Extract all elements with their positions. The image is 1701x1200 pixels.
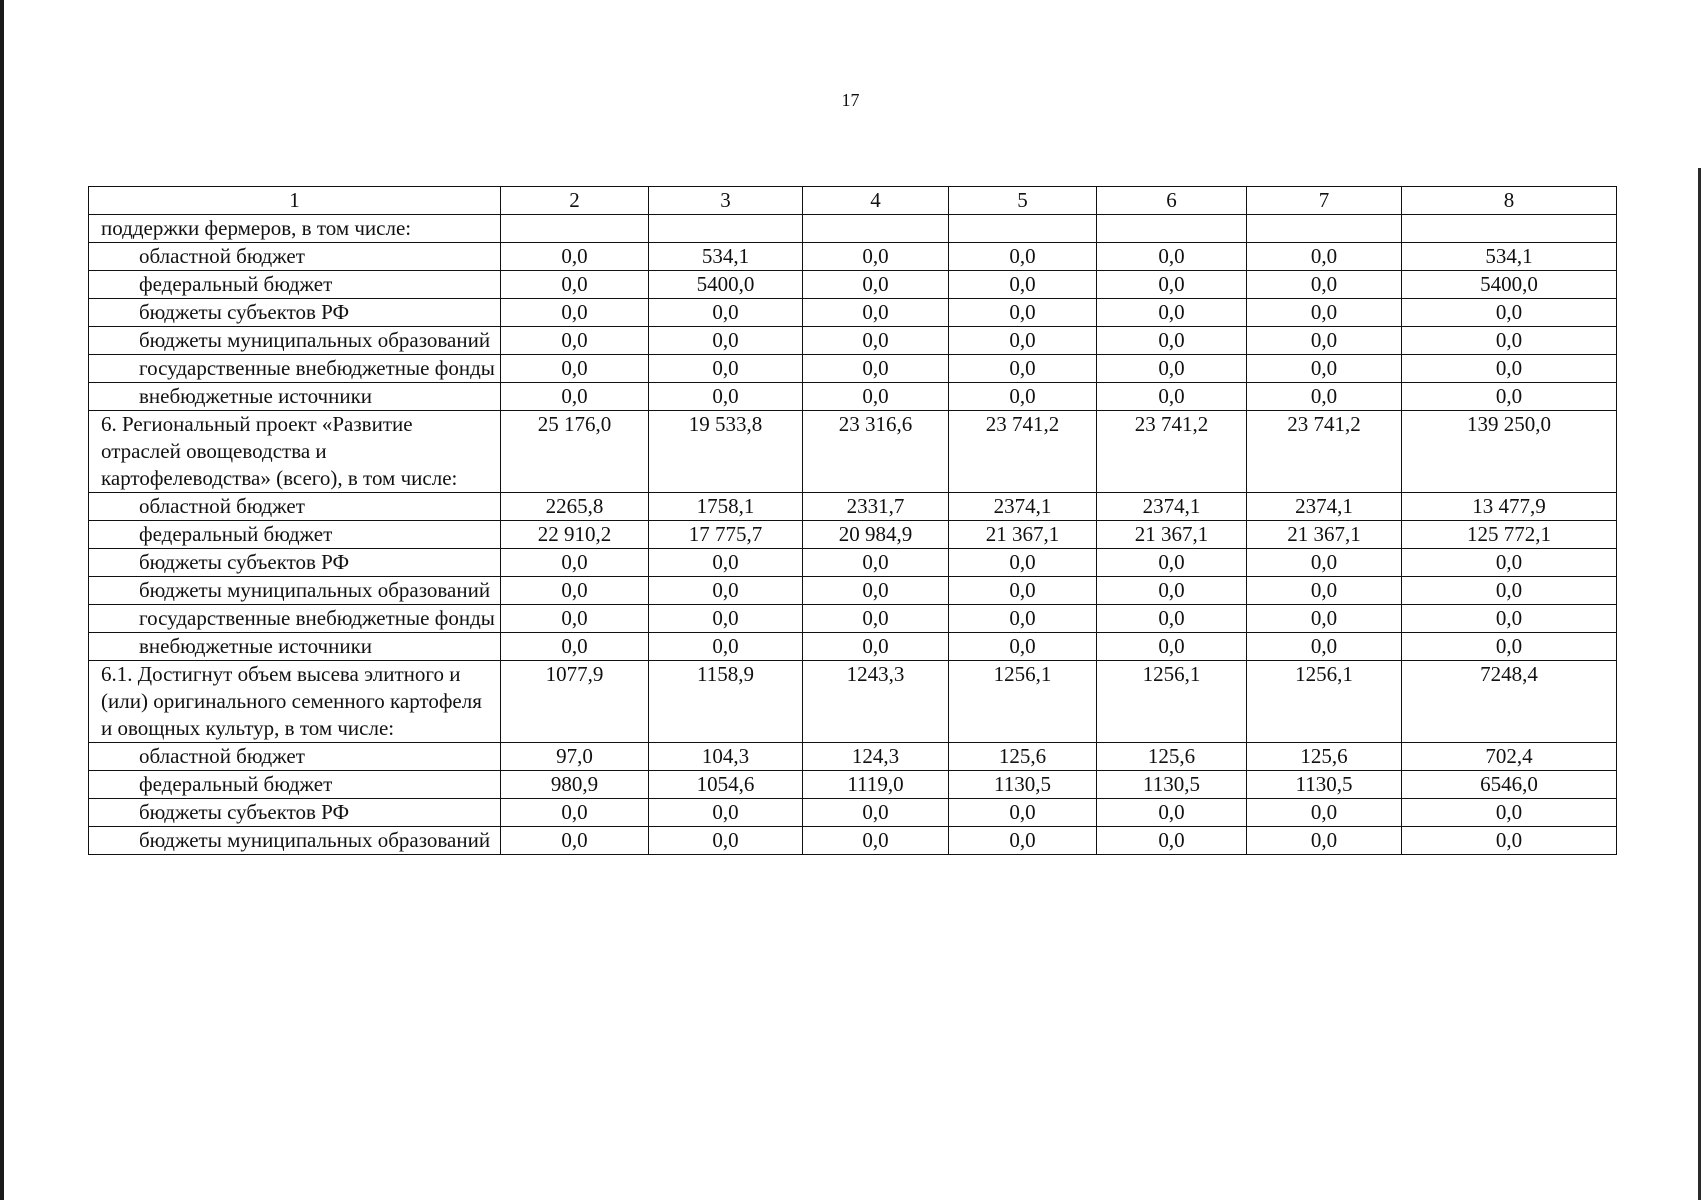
value-cell: 0,0: [1097, 355, 1247, 383]
value-cell: 0,0: [649, 383, 803, 411]
row-label: 6. Региональный проект «Развитие отраслей овощеводства и картофелеводства» (всего), в том числе:: [89, 411, 501, 493]
value-cell: [501, 215, 649, 243]
value-cell: 0,0: [1247, 549, 1402, 577]
value-cell: [649, 215, 803, 243]
value-cell: [803, 215, 949, 243]
value-cell: 0,0: [501, 633, 649, 661]
value-cell: 23 316,6: [803, 411, 949, 493]
value-cell: 0,0: [1097, 827, 1247, 855]
value-cell: 125,6: [1097, 743, 1247, 771]
value-cell: 0,0: [803, 271, 949, 299]
value-cell: 0,0: [1247, 243, 1402, 271]
page-number: 17: [841, 90, 860, 110]
value-cell: 0,0: [1097, 633, 1247, 661]
row-sublabel: областной бюджет: [89, 493, 501, 521]
value-cell: 6546,0: [1402, 771, 1617, 799]
value-cell: 124,3: [803, 743, 949, 771]
value-cell: 0,0: [1402, 799, 1617, 827]
value-cell: 0,0: [1402, 549, 1617, 577]
value-cell: 0,0: [803, 577, 949, 605]
value-cell: 7248,4: [1402, 661, 1617, 743]
value-cell: [1097, 215, 1247, 243]
value-cell: [949, 215, 1097, 243]
value-cell: 0,0: [803, 383, 949, 411]
table-row: [89, 661, 1617, 743]
value-cell: 125 772,1: [1402, 521, 1617, 549]
value-cell: 0,0: [501, 383, 649, 411]
table-row: [89, 271, 1617, 299]
value-cell: 0,0: [501, 549, 649, 577]
header-cell: 4: [803, 187, 949, 215]
value-cell: 5400,0: [649, 271, 803, 299]
value-cell: 0,0: [1402, 327, 1617, 355]
table-row: [89, 299, 1617, 327]
value-cell: 23 741,2: [949, 411, 1097, 493]
value-cell: 0,0: [501, 605, 649, 633]
table-row: [89, 605, 1617, 633]
row-sublabel: бюджеты муниципальных образований: [89, 827, 501, 855]
value-cell: 0,0: [1247, 577, 1402, 605]
table-row: [89, 493, 1617, 521]
value-cell: [1402, 215, 1617, 243]
value-cell: 0,0: [649, 633, 803, 661]
value-cell: 125,6: [1247, 743, 1402, 771]
value-cell: 21 367,1: [949, 521, 1097, 549]
row-sublabel: государственные внебюджетные фонды: [89, 355, 501, 383]
value-cell: 0,0: [949, 243, 1097, 271]
table-row: [89, 549, 1617, 577]
value-cell: 1243,3: [803, 661, 949, 743]
value-cell: 0,0: [1402, 577, 1617, 605]
value-cell: 1758,1: [649, 493, 803, 521]
value-cell: 25 176,0: [501, 411, 649, 493]
scan-edge-left: [0, 0, 4, 1200]
value-cell: 0,0: [803, 355, 949, 383]
value-cell: 0,0: [1097, 299, 1247, 327]
row-sublabel: бюджеты субъектов РФ: [89, 549, 501, 577]
row-sublabel: бюджеты муниципальных образований: [89, 327, 501, 355]
row-sublabel: внебюджетные источники: [89, 383, 501, 411]
value-cell: 0,0: [1402, 299, 1617, 327]
value-cell: 20 984,9: [803, 521, 949, 549]
value-cell: 13 477,9: [1402, 493, 1617, 521]
value-cell: 1130,5: [949, 771, 1097, 799]
value-cell: 1256,1: [949, 661, 1097, 743]
value-cell: 2374,1: [949, 493, 1097, 521]
value-cell: 0,0: [1247, 355, 1402, 383]
value-cell: 1054,6: [649, 771, 803, 799]
header-cell: 8: [1402, 187, 1617, 215]
table-row: [89, 411, 1617, 493]
value-cell: 0,0: [501, 243, 649, 271]
value-cell: 1256,1: [1097, 661, 1247, 743]
value-cell: 22 910,2: [501, 521, 649, 549]
header-cell: 5: [949, 187, 1097, 215]
value-cell: 0,0: [949, 383, 1097, 411]
row-sublabel: областной бюджет: [89, 243, 501, 271]
value-cell: 0,0: [1247, 299, 1402, 327]
table-row: [89, 215, 1617, 243]
value-cell: 125,6: [949, 743, 1097, 771]
value-cell: 0,0: [649, 605, 803, 633]
value-cell: 0,0: [649, 299, 803, 327]
value-cell: 0,0: [803, 243, 949, 271]
table-body: [89, 215, 1617, 855]
value-cell: 104,3: [649, 743, 803, 771]
value-cell: 0,0: [1247, 799, 1402, 827]
value-cell: 0,0: [1097, 605, 1247, 633]
value-cell: 0,0: [649, 549, 803, 577]
header-cell: 3: [649, 187, 803, 215]
value-cell: 0,0: [1247, 827, 1402, 855]
value-cell: 0,0: [803, 827, 949, 855]
row-sublabel: внебюджетные источники: [89, 633, 501, 661]
value-cell: 1130,5: [1247, 771, 1402, 799]
value-cell: [1247, 215, 1402, 243]
value-cell: 0,0: [1247, 327, 1402, 355]
row-sublabel: федеральный бюджет: [89, 521, 501, 549]
value-cell: 0,0: [1097, 577, 1247, 605]
value-cell: 0,0: [1097, 799, 1247, 827]
value-cell: 2374,1: [1247, 493, 1402, 521]
value-cell: 0,0: [501, 799, 649, 827]
value-cell: 2265,8: [501, 493, 649, 521]
row-label: поддержки фермеров, в том числе:: [89, 215, 501, 243]
value-cell: 0,0: [501, 827, 649, 855]
table-row: [89, 799, 1617, 827]
value-cell: 97,0: [501, 743, 649, 771]
value-cell: 0,0: [1097, 271, 1247, 299]
value-cell: 0,0: [1247, 271, 1402, 299]
row-sublabel: бюджеты субъектов РФ: [89, 299, 501, 327]
value-cell: 0,0: [1402, 633, 1617, 661]
value-cell: 0,0: [949, 271, 1097, 299]
value-cell: 0,0: [803, 327, 949, 355]
value-cell: 534,1: [1402, 243, 1617, 271]
table-row: [89, 827, 1617, 855]
value-cell: 0,0: [1097, 243, 1247, 271]
value-cell: 1256,1: [1247, 661, 1402, 743]
value-cell: 0,0: [949, 827, 1097, 855]
value-cell: 5400,0: [1402, 271, 1617, 299]
value-cell: 139 250,0: [1402, 411, 1617, 493]
value-cell: 0,0: [1097, 327, 1247, 355]
value-cell: 21 367,1: [1097, 521, 1247, 549]
row-sublabel: бюджеты муниципальных образований: [89, 577, 501, 605]
value-cell: 2331,7: [803, 493, 949, 521]
row-label: 6.1. Достигнут объем высева элитного и (или) оригинального семенного картофеля и овощных культур, в том числе:: [89, 661, 501, 743]
value-cell: 0,0: [949, 327, 1097, 355]
value-cell: 0,0: [803, 605, 949, 633]
value-cell: 0,0: [501, 577, 649, 605]
value-cell: 0,0: [1097, 383, 1247, 411]
header-row: [89, 187, 1617, 215]
row-sublabel: федеральный бюджет: [89, 771, 501, 799]
value-cell: 23 741,2: [1097, 411, 1247, 493]
value-cell: 0,0: [803, 799, 949, 827]
value-cell: 1130,5: [1097, 771, 1247, 799]
value-cell: 23 741,2: [1247, 411, 1402, 493]
value-cell: 19 533,8: [649, 411, 803, 493]
table-row: [89, 355, 1617, 383]
value-cell: 2374,1: [1097, 493, 1247, 521]
value-cell: 0,0: [949, 633, 1097, 661]
value-cell: 0,0: [949, 799, 1097, 827]
value-cell: 0,0: [803, 633, 949, 661]
value-cell: 0,0: [649, 355, 803, 383]
value-cell: 0,0: [949, 299, 1097, 327]
table-row: [89, 633, 1617, 661]
value-cell: 980,9: [501, 771, 649, 799]
value-cell: 0,0: [649, 577, 803, 605]
value-cell: 0,0: [501, 327, 649, 355]
value-cell: 0,0: [949, 355, 1097, 383]
table-row: [89, 521, 1617, 549]
budget-table: [88, 186, 1617, 855]
row-sublabel: государственные внебюджетные фонды: [89, 605, 501, 633]
row-sublabel: областной бюджет: [89, 743, 501, 771]
table-row: [89, 383, 1617, 411]
value-cell: 0,0: [803, 549, 949, 577]
table-row: [89, 327, 1617, 355]
header-cell: 7: [1247, 187, 1402, 215]
value-cell: 0,0: [803, 299, 949, 327]
value-cell: 21 367,1: [1247, 521, 1402, 549]
value-cell: 1119,0: [803, 771, 949, 799]
value-cell: 0,0: [501, 355, 649, 383]
value-cell: 0,0: [1402, 383, 1617, 411]
value-cell: 0,0: [1402, 355, 1617, 383]
value-cell: 0,0: [1402, 827, 1617, 855]
row-sublabel: бюджеты субъектов РФ: [89, 799, 501, 827]
table-row: [89, 243, 1617, 271]
value-cell: 17 775,7: [649, 521, 803, 549]
header-cell: 1: [89, 187, 501, 215]
value-cell: 0,0: [501, 299, 649, 327]
value-cell: 0,0: [949, 577, 1097, 605]
header-cell: 2: [501, 187, 649, 215]
value-cell: 0,0: [1247, 633, 1402, 661]
value-cell: 534,1: [649, 243, 803, 271]
value-cell: 702,4: [1402, 743, 1617, 771]
header-cell: 6: [1097, 187, 1247, 215]
value-cell: 0,0: [1247, 383, 1402, 411]
value-cell: 0,0: [649, 827, 803, 855]
value-cell: 0,0: [1402, 605, 1617, 633]
value-cell: 0,0: [501, 271, 649, 299]
value-cell: 0,0: [649, 327, 803, 355]
value-cell: 0,0: [1097, 549, 1247, 577]
value-cell: 0,0: [1247, 605, 1402, 633]
value-cell: 1158,9: [649, 661, 803, 743]
value-cell: 0,0: [949, 605, 1097, 633]
table-row: [89, 577, 1617, 605]
value-cell: 0,0: [649, 799, 803, 827]
row-sublabel: федеральный бюджет: [89, 271, 501, 299]
table-row: [89, 771, 1617, 799]
value-cell: 0,0: [949, 549, 1097, 577]
value-cell: 1077,9: [501, 661, 649, 743]
table-row: [89, 743, 1617, 771]
